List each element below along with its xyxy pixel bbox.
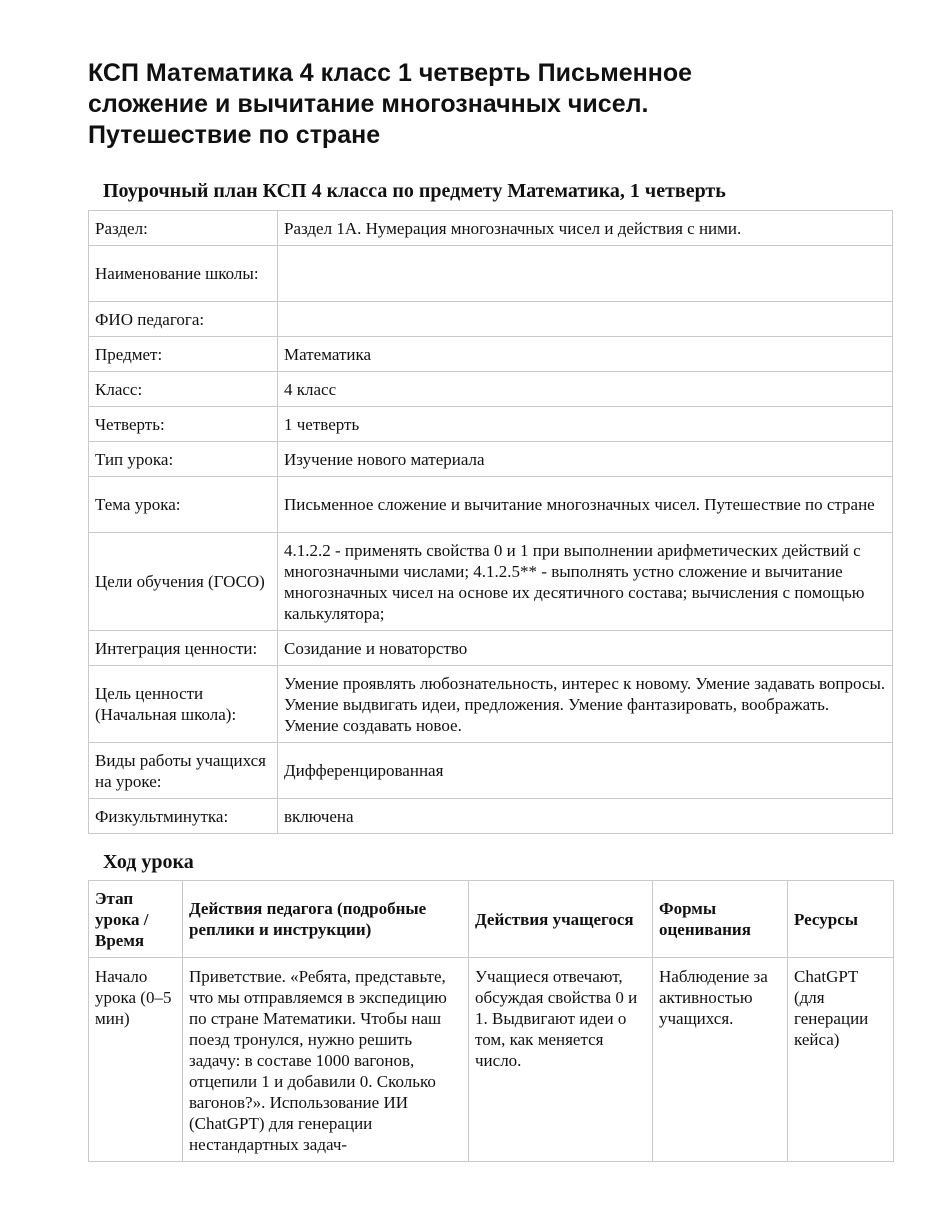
lesson-flow-table <box>88 880 894 1162</box>
table-row <box>89 477 893 533</box>
row-value: 1 четверть <box>278 407 893 442</box>
row-value: включена <box>278 799 893 834</box>
column-header-assessment: Формы оценивания <box>653 881 788 958</box>
row-label: Предмет: <box>89 337 278 372</box>
table-row <box>89 372 893 407</box>
table-row <box>89 246 893 302</box>
assessment-cell: Наблюдение за активностью учащихся. <box>653 958 788 1162</box>
table-row <box>89 743 893 799</box>
column-header-resources: Ресурсы <box>788 881 894 958</box>
row-label: Виды работы учащихся на уроке: <box>89 743 278 799</box>
table-row <box>89 442 893 477</box>
plan-heading: Поурочный план КСП 4 класса по предмету Математика, 1 четверть <box>103 180 726 202</box>
table-row <box>89 337 893 372</box>
table-row <box>89 631 893 666</box>
row-value <box>278 246 893 302</box>
lesson-heading: Ход урока <box>103 851 194 873</box>
row-value: 4.1.2.2 - применять свойства 0 и 1 при выполнении арифметических действий с многозначными числами; 4.1.2.5** - выполнять устно сложение и вычитание многозначных чисел на основе их десятичного состава; вычисления с помощью калькулятора; <box>278 533 893 631</box>
table-row <box>89 211 893 246</box>
row-value <box>278 302 893 337</box>
document-title: КСП Математика 4 класс 1 четверть Письменное сложение и вычитание многозначных чисел. Путешествие по стране <box>88 59 693 149</box>
row-value: Изучение нового материала <box>278 442 893 477</box>
row-value: Созидание и новаторство <box>278 631 893 666</box>
resources-cell: ChatGPT (для генерации кейса) <box>788 958 894 1162</box>
row-label: Цели обучения (ГОСО) <box>89 533 278 631</box>
row-label: ФИО педагога: <box>89 302 278 337</box>
row-value: Дифференцированная <box>278 743 893 799</box>
row-value: 4 класс <box>278 372 893 407</box>
teacher-actions-cell: Приветствие. «Ребята, представьте, что мы отправляемся в экспедицию по стране Математики. Чтобы наш поезд тронулся, нужно решить задачу: в составе 1000 вагонов, отцепили 1 и добавили 0. Сколько вагонов?». Использование ИИ (ChatGPT) для генерации нестандартных задач- <box>183 958 469 1162</box>
row-label: Интеграция ценности: <box>89 631 278 666</box>
row-label: Физкультминутка: <box>89 799 278 834</box>
row-value: Раздел 1А. Нумерация многозначных чисел и действия с ними. <box>278 211 893 246</box>
row-label: Четверть: <box>89 407 278 442</box>
column-header-student: Действия учащегося <box>469 881 653 958</box>
column-header-stage: Этап урока / Время <box>89 881 183 958</box>
row-label: Раздел: <box>89 211 278 246</box>
row-value: Математика <box>278 337 893 372</box>
table-row <box>89 302 893 337</box>
row-label: Наименование школы: <box>89 246 278 302</box>
table-row <box>89 407 893 442</box>
row-label: Цель ценности (Начальная школа): <box>89 666 278 743</box>
column-header-teacher: Действия педагога (подробные реплики и инструкции) <box>183 881 469 958</box>
table-row <box>89 958 894 1162</box>
row-value: Письменное сложение и вычитание многозначных чисел. Путешествие по стране <box>278 477 893 533</box>
row-label: Тип урока: <box>89 442 278 477</box>
row-value: Умение проявлять любознательность, интерес к новому. Умение задавать вопросы. Умение выдвигать идеи, предложения. Умение фантазировать, воображать. Умение создавать новое. <box>278 666 893 743</box>
lesson-info-table <box>88 210 893 834</box>
table-row <box>89 799 893 834</box>
stage-cell: Начало урока (0–5 мин) <box>89 958 183 1162</box>
row-label: Тема урока: <box>89 477 278 533</box>
table-header-row <box>89 881 894 958</box>
student-actions-cell: Учащиеся отвечают, обсуждая свойства 0 и 1. Выдвигают идеи о том, как меняется число. <box>469 958 653 1162</box>
table-row <box>89 533 893 631</box>
table-row <box>89 666 893 743</box>
row-label: Класс: <box>89 372 278 407</box>
